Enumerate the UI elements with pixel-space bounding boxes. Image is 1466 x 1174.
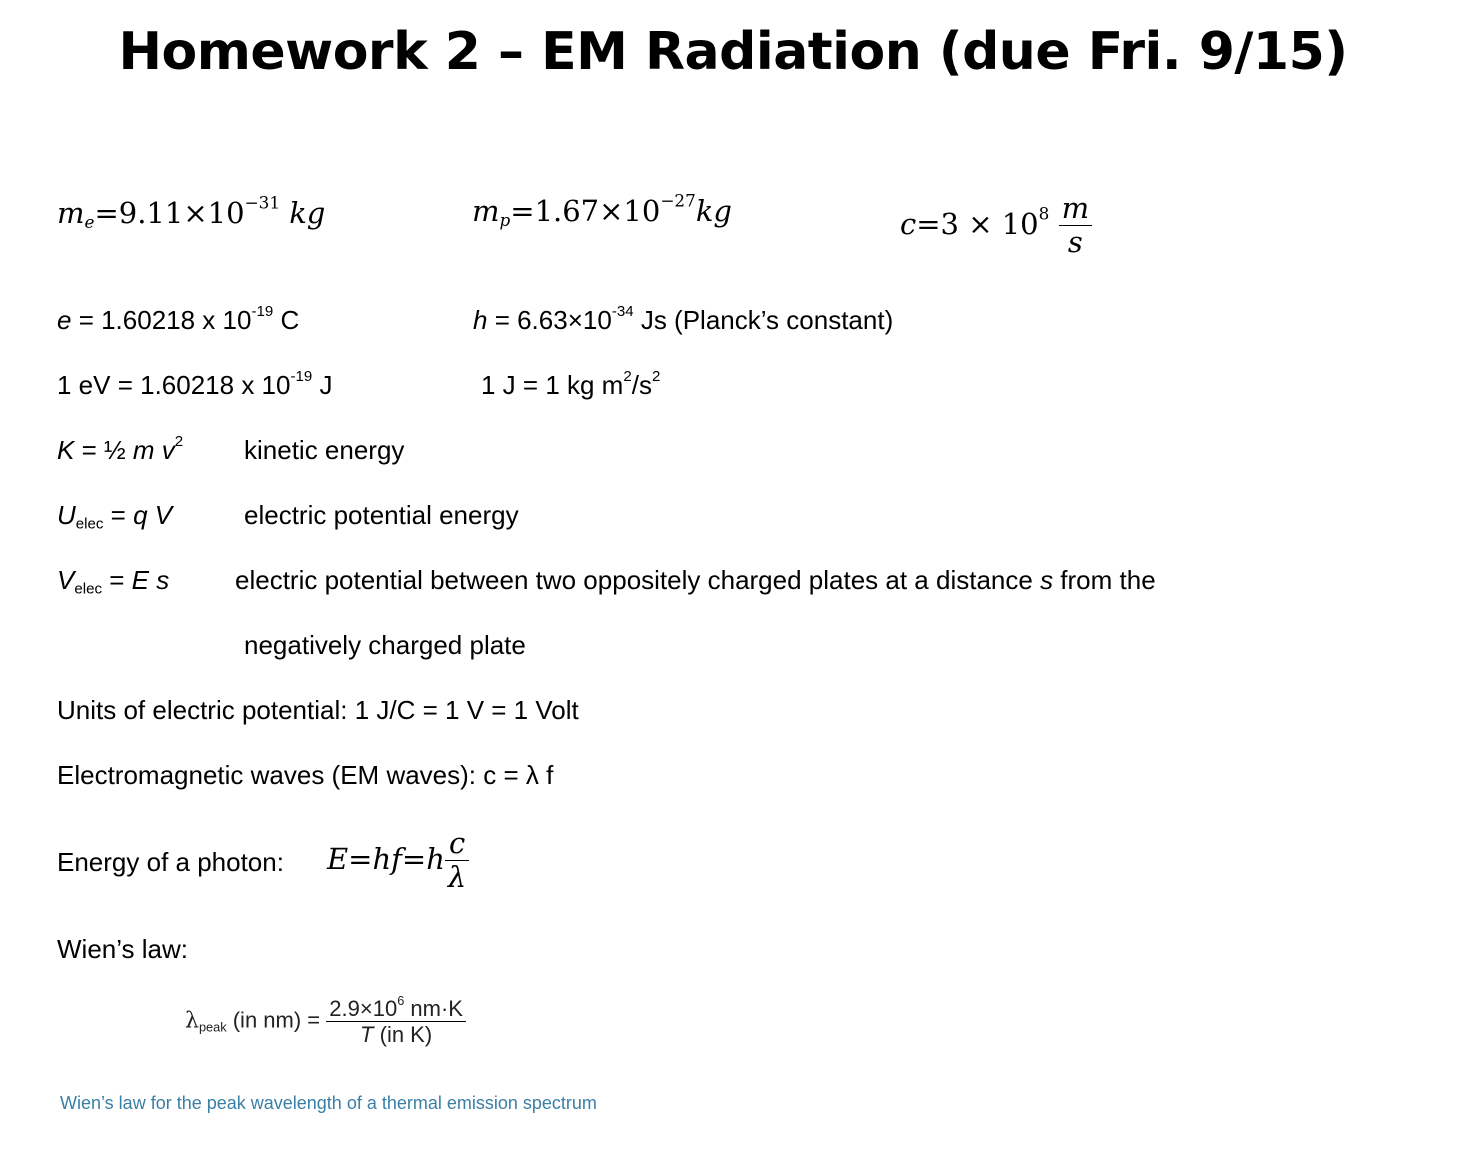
joule-definition: 1 J = 1 kg $m^2/s^2$ (481, 368, 661, 400)
potential-energy-label: electric potential energy (244, 500, 519, 530)
em-waves: Electromagnetic waves (EM waves): c = λ f (57, 760, 554, 790)
kinetic-energy-formula: K = ½ m $v^2$ (57, 433, 184, 465)
electron-mass: $m_e=9.11\times 10^{-31}$ kg (57, 192, 326, 233)
photon-energy-formula: E=hf=h $\frac{c}{\lambda}$ (327, 827, 469, 895)
planck-constant: $h = 6.63\times 10^{-34}$ Js (Planck’s constant) (473, 303, 894, 335)
wien-law-caption: Wien’s law for the peak wavelength of a thermal emission spectrum (60, 1093, 597, 1113)
electric-potential-label: electric potential between two oppositely charged plates at a distance s from the (235, 565, 1156, 595)
wien-law-label: Wien’s law: (57, 934, 189, 964)
electron-volt: 1 eV = 1.60218 x $10^{-19}$ J (57, 368, 333, 400)
wien-fraction: $\frac{2.9\times 10^6 nm\cdot K}{\text{T (in K)}}$ (326, 996, 466, 1048)
electric-potential-label-cont: negatively charged plate (244, 630, 526, 660)
electric-potential-formula: $V_{elec} = E$ s (57, 565, 170, 598)
speed-of-light-fraction: $\frac{m}{s}$ (1059, 192, 1093, 260)
wien-law-formula: $\lambda_{peak}$ (in nm) = $\frac{2.9\times 10^6 nm\cdot K}{\text{T (in K)}}$ (185, 996, 466, 1048)
speed-of-light: $c=3 \times 10^8$ $\frac{m}{s}$ (900, 192, 1092, 260)
units-electric-potential: Units of electric potential: 1 J/C = 1 V = 1 Volt (57, 695, 579, 725)
photon-fraction: $\frac{c}{\lambda}$ (445, 827, 469, 895)
proton-mass: $m_p=1.67\times 10^{-27}kg$ (472, 190, 732, 231)
elementary-charge: e = 1.60218 x $10^{-19}$ C (57, 303, 300, 335)
kinetic-energy-label: kinetic energy (244, 435, 405, 465)
potential-energy-formula: $U_{elec} = q$ V (57, 500, 173, 533)
page-title: Homework 2 – EM Radiation (due Fri. 9/15) (118, 22, 1348, 82)
photon-energy-label: Energy of a photon: (57, 847, 284, 877)
